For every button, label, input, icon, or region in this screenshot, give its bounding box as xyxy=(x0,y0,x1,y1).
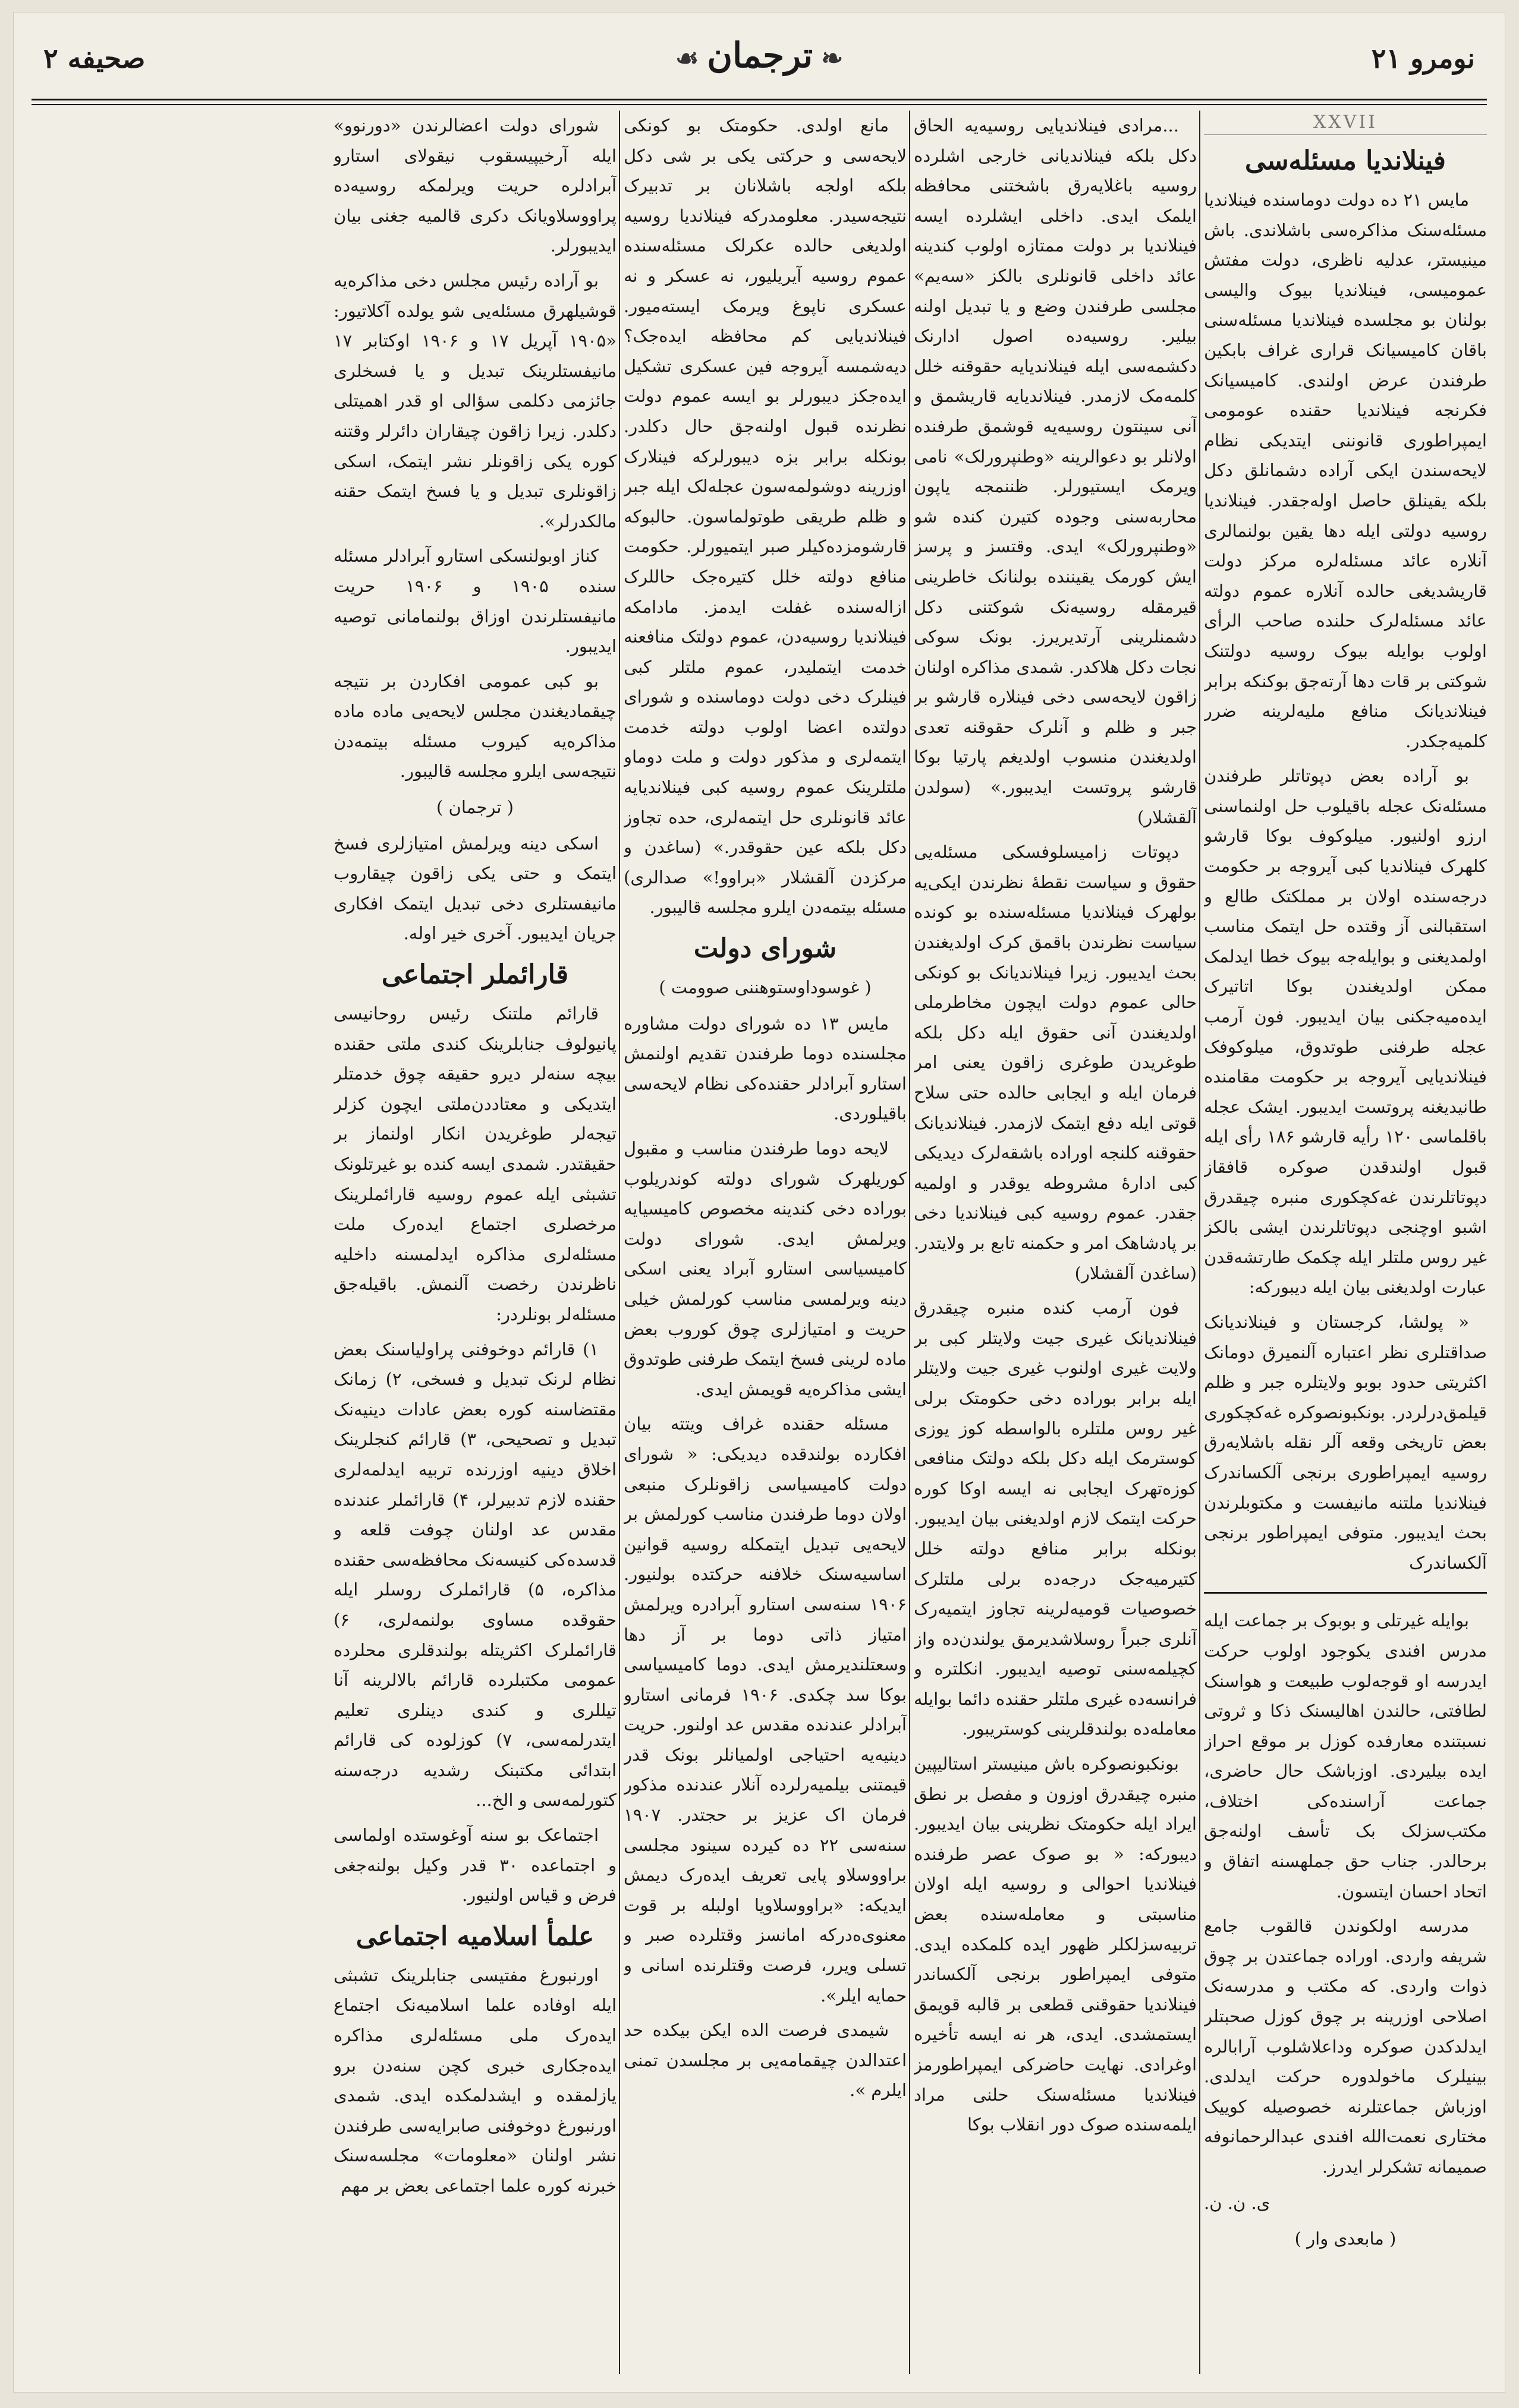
paragraph: « پولشا، کرجستان و فینلاندیانک صداقتلری نظر اعتباره آلنمیرق دومانک اکثریتی حدود بوبو ولایتلره جبر و ظلم قیلمق‌درلردر. بونکبونصوکره غه‌کچکوری بعض تاریخی وقعه آلر نقله باشلایه‌رق روسیه ایمپراطوری برنجی آلکساندرک فینلاندیا ملتنه مانیفست و مکتوبلرندن بحث ایدیبور. متوفی ایمپراطور برنجی آلکساندرک xyxy=(1204,1311,1487,1573)
article-heading-ulema: علمأ اسلامیه اجتماعی xyxy=(356,1921,595,1951)
paragraph: شیمدی فرصت الده ایکن بیکده حد اعتدالدن چیقمامه‌یی بر مجلسدن تمنی ایلرم ». xyxy=(624,2020,907,2101)
paragraph: دپوتات زامیسلوفسکی مسئله‌یی حقوق و سیاست نقطهٔ نظرندن ایکی‌یه بولهرک فینلاندیا مسئله‌سنده بو کونده سیاست نظرندن باقمق کرک اولدیغندن بحث ایدیبور. زیرا فینلاندیانک بو کونکی حالی عموم دولت ایچون مخاطرملی اولدیغندن آنی حقوق ایله دکل بلکه طوغریدن طوغری زاقون یعنی امر فرمان ایله و ایجابی حالده حتی سلاح قوتی ایله دفع ایتمک لازمدر. فینلاندیانک حقوقنه کلنجه اوراده باشقه‌لرک دیدیکی کبی ادارهٔ مشروطه یوقدر و اولمیه جقدر. عموم روسیه کبی فینلاندیا دخی بر پادشاهک امر و حکمنه تابع بر ولایتدر. (ساغدن آلقشلار) xyxy=(914,842,1197,1283)
paragraph: اورنبورغ مفتیسی جنابلرینک تشبثی ایله اوفاده علما اسلامیه‌نک اجتماع ایده‌رک ملی مسئله‌لری مذاکره ایده‌جکاری خبری کچن سنه‌دن برو یازلمقده و ایشدلمکده ایدی. شمدی اورنبورغ دوخوفنی صابرایه‌سی طرفندن نشر اولنان «معلومات» مجلسه‌سنک خبرنه کوره علما اجتماعی بعض بر مهم xyxy=(334,1965,617,2196)
paragraph: مانع اولدی. حکومتک بو کونکی لایحه‌سی و حرکتی یکی بر شی دکل بلکه اولجه باشلانان بر تدبیرک نتیجه‌سیدر. معلومدرکه فینلاندیا روسیه اولدیغی حالده عکرلک مسئله‌سنده عموم روسیه آیریلیور، نه عسکر و نه عسکری ناپوغ ویرمک ایسته‌میور. فینلاندیایی کم محافظه ایده‌جک؟ دیه‌شمسه آیروجه فین عسکری تشکیل ایده‌جکز دیبورلر بو ایسه عموم دولت نظرنده قبول اولنه‌جق حال دکلدر. بونکله برابر بزه دیبورلرکه فینلارک اوزرینه دوشولمه‌سون عجله‌لک ایله جبر و ظلم طریقی طوتولماسون. حالبوکه قارشومزده‌کیلر صبر ایتمیورلر. حکومت منافع دولته خلل کتیره‌جک حاللرک ازاله‌سنده غفلت ایدمز. مادامکه فینلاندیا روسیه‌دن، عموم دولتک منافعنه خدمت ایتملیدر، عموم ملتلر کبی فینلرک دخی دولت دوماسنده و شورای دولتده اعضا اولوب دولته خدمت ایتمه‌لری و مذکور دولت و ملت دوماو ملتلرینک عموم روسیه کبی فینلاندیایه عائد قانونلری حل ایتمه‌لری، حده تجاوز دکل بلکه عین حقوقدر.» (ساغدن و مرکزدن آلقشلار «براوو!» صدالری) مسئله بیتمه‌دن ایلرو مجلسه قالیبور. xyxy=(624,115,907,918)
title-text: ترجمان xyxy=(707,35,813,75)
paragraph: مایس ۱۳ ده شورای دولت مشاوره مجلسنده دوما طرفندن تقدیم اولنمش استارو آبرادلر حقنده‌کی نظام لایحه‌سی باقیلوردی. xyxy=(624,1013,907,1124)
paragraph: بو آراده رئیس مجلس دخی مذاکره‌یه قوشیلهرق مسئله‌یی شو یولده آکلاتیور: «۱۹۰۵ آپریل ۱۷ و ۱۹۰۶ اوکتابر ۱۷ مانیفستلرینک تبدیل و یا فسخلری جائزمی دکلمی سؤالی او قدر اهمیتلی دکلدر. زیرا زاقون چیقاران دائرلر وقتنه کوره یکی زاقونلر نشر ایتمک، اسکی زاقونلری تبدیل و یا فسخ ایتمک حقنه مالکدرلر». xyxy=(334,270,617,531)
paragraph: کناز اوبولنسکی استارو آبرادلر مسئله سنده ۱۹۰۵ و ۱۹۰۶ حریت مانیفستلرندن اوزاق بولنمامانی توصیه ایدیبور. xyxy=(334,546,617,657)
author-signature: ی. ن. ن. xyxy=(1204,2192,1270,2213)
column-rule xyxy=(1199,111,1200,2374)
paragraph: لایحه دوما طرفندن مناسب و مقبول کوریلهرک شورای دولته کوندریلوب بوراده دخی کندینه مخصوص کامیسیایه ویرلمش ایدی. شورای دولت کامیسیاسی استارو آبراد یعنی اسکی دینه ویرلمسی مناسب کورلمش خیلی حریت و امتیازلری چوق کوروب بعض ماده لرینی فسخ ایتمک طرفنی طوتدوق ایشی مذاکره‌یه قویمش ایدی. xyxy=(624,1138,907,1399)
paragraph: مسئله حقنده غراف ویتته بیان افکارده بولندقده دیدیکی: « شورای دولت کامیسیاسی زاقونلرک منبعی اولان دوما طرفندن مناسب کورلمش بر لایحه‌یی تبدیل ایتمکله روسیه قوانین اساسیه‌سنک خلافنه حرکتده بولنیور. ۱۹۰۶ سنه‌سی استارو آبرادره ویرلمش امتیاز ذاتی دوما بر آز دها وسعتلندیرمش ایدی. دوما کامیسیاسی بوکا سد چکدی. ۱۹۰۶ فرمانی استارو آبرادلر عندنده مقدس عد اولنور. حریت دینیه‌یه احتیاجی اولمیانلر بونک قدر قیمتنی بیلمیه‌رلرده آنلار عندنده مذکور فرمان اک عزیز بر حجتدر. ۱۹۰۷ سنه‌سی ۲۲ ده کیرده سینود مجلسی براووسلاو پایی تعریف ایده‌رک دیمش ایدیکه: «براووسلاویا اولبله بر قوت معنوی‌ه‌درکه امانسز وقتلرده صبر و تسلی ویرر، فرصت وقتلرنده اسانی و حمایه ایلر». xyxy=(624,1414,907,2006)
paragraph: بو آراده بعض دپوتاتلر طرفندن مسئله‌نک عجله باقیلوب حل اولنماسنی ارزو اولنیور. میلوکوف بوکا قارشو کلهرک فینلاندیا کبی آیروجه بر حکومت درجه‌سنده اولان بر مملکتک طالع و استقبالنی آز وقتده حل ایتمک مناسب اولمدیغنی و بوایله‌جه بیوک خطا ایدلمک ممکن اولدیغندن بوکا اتاتیرک ایده‌میه‌جکنی بیان ایدیبور. فون آرمب عجله طرفنی طوتدوق، میلوکوفک فینلاندیایی آیروجه بر حکومت مقامنده طانیدیغنه پروتست ایدیبور. ایشک عجله باقلماسی ۱۲۰ رأیه قارشو ۱۸۶ رأی ایله قبول اولندقدن صوکره قافقاز دپوتاتلرندن غه‌کچکوری منبره چیقدرق اشبو اوچنجی دپوتاتلرندن ایشی بالکز غیر روس ملتلر ایله چکمک طارتشه‌قدن عبارت اولدیغنی بیان ایله دیبورکه: xyxy=(1204,766,1487,1298)
ornament-icon: ☙ xyxy=(675,43,699,74)
newspaper-title xyxy=(667,35,851,75)
section-divider xyxy=(1204,1592,1487,1594)
masthead xyxy=(32,30,1487,96)
paragraph: قارائم ملتنک رئیس روحانیسی پانیولوف جنابلرینک کندی ملتی حقنده بیچه سنه‌لر دیرو حقیقه چوق خدمتلر ایتدیکی و معتاددن‌ملتی ایچون کزلر تیجه‌لر طوغریدن انکار اولنماز بر حقیقتدر. شمدی ایسه کنده بو غیرتلونک تشبثی ایله عموم روسیه قارائملرینک مرخصلری اجتماع ایده‌رک ملت مسئله‌لری مذاکره ایدلمسنه داخلیه ناظرندن رخصت آلنمش. باقیله‌جق مسئله‌لر بونلردر: xyxy=(334,1003,617,1324)
paragraph: ۱) قارائم دوخوفنی پراولیاسنک بعض نظام لرنک تبدیل و فسخی، ۲) زمانک مقتضاسنه کوره بعض عادات دینیه‌نک تبدیل و تصحیحی، ۳) قارائم کنجلرینک اخلاق دینیه اوزرنده تربیه ایدلمه‌لری حقنده لازم تدبیرلر، ۴) قارائملر عندنده مقدس عد اولنان چوفت قلعه و قدسده‌کی کنیسه‌نک محافظه‌سی حقنده مذاکره، ۵) قارائملرک روسلر ایله حقوقده مساوی بولنمه‌لری، ۶) قارائملرک اکثریتله بولندقلری محلرده عمومی مکتبلرده قارائم بالالرینه آنا تیللری و کندی دینلری تعلیم ایتدرلمه‌سی، ۷) کوزلوده کی قارائم ابتدائی مکتبنک رشدیه درجه‌سنه کتورلمه‌سی و الخ... xyxy=(334,1339,617,1811)
paragraph: شورای دولت اعضالرندن «دورنوو» ایله آرخیپیسقوب نیقولای استارو آبرادلره حریت ویرلمکه روسیه‌ده پراووسلاویانک دکری قالمیه جغنی بیان ایدیبورلر. xyxy=(334,115,617,256)
paragraph: بونکبونصوکره باش مینیستر استالیپین منبره چیقدرق اوزون و مفصل بر نطق ایراد ایله حکومتک نظرینی بیان ایدیبور. دیبورکه: « بو صوک عصر طرفنده فینلاندیا احوالی و روسیه ایله اولان مناسبتی و معامله‌سنده بعض تربیه‌سزلکلر ظهور ایده کلمکده ایدی. متوفی ایمپراطور برنجی آلکساندر فینلاندیا حقوقنی قطعی بر قالبه قویمق ایستمشدی. ایدی، هر نه ایسه تأخیره اوغرادی. نهایت حاضرکی ایمپراطورمز فینلاندیا مسئله‌سنک حلنی مراد ایلمه‌سنده صوک دور انقلاب بوکا xyxy=(914,1754,1197,2135)
column-banner: XXVII xyxy=(1204,111,1487,135)
article-heading-finland: فینلاندیا مسئله‌سی xyxy=(1245,146,1446,176)
ornament-icon: ❧ xyxy=(821,43,844,74)
columns xyxy=(32,111,1487,2374)
paragraph: بوایله غیرتلی و بوبوک بر جماعت ایله مدرس افندی یکوجود اولوب حرکت ایدرسه او قوجه‌لوب طبیعت و هواسنک لطافتی، حالندن اهالیسنک ذکا و ثروتی نسبتنده معارفده کوزل بر موقع احراز ایده بیلیردی. اوزباشک حال حاضری، جماعت آراسنده‌کی اختلاف، مکتب‌سزلک بک تأسف اولنه‌جق برحالدر. جناب حق جملهسنه اتفاق و اتحاد احسان ایتسون. xyxy=(1204,1610,1487,1902)
column-2 xyxy=(914,111,1197,2374)
paragraph: اجتماعک بو سنه آوغوستده اولماسی و اجتماعده ۳۰ قدر وکیل بولنه‌جغی فرض و قیاس اولنیور. xyxy=(334,1825,617,1906)
paragraph: بو کبی عمومی افکاردن بر نتیجه چیقمادیغندن مجلس لایحه‌یی ماده ماده مذاکره‌یه کیروب مسئله بیتمه‌دن نتیجه‌سی ایلرو مجلسه قالیبور. xyxy=(334,671,617,782)
column-rule xyxy=(619,111,620,2374)
column-3 xyxy=(624,111,907,2374)
column-rule xyxy=(909,111,910,2374)
continued-note: ( مابعدی وار ) xyxy=(1294,2228,1397,2249)
article-heading-karaites: قارائملر اجتماعی xyxy=(381,959,569,990)
paragraph: اسکی دینه ویرلمش امتیازلری فسخ ایتمک و حتی یکی زاقون چیقاروب مانیفستلری دخی تبدیل ایتمک افکاری جریان ایدیبور. آخری خیر اوله. xyxy=(334,833,617,944)
article-heading-state-council: شورای دولت xyxy=(693,933,837,964)
source-attribution: ( ترجمان ) xyxy=(436,797,514,818)
newspaper-page xyxy=(13,12,1505,2393)
article-subheading: ( غوسوداوستوهننی صوومت ) xyxy=(659,977,872,998)
paragraph: مدرسه اولکوندن قالقوب جامع شریفه واردی. اوراده جماعتدن بر چوق ذوات واردی. که مکتب و مدرسه‌نک اصلاحی اوزرینه بر چوق کوزل صحبتلر ایدلدکدن صوکره وداعلاشلوب آرابالره بینیلرک ماخولدوره حرکت ایدلدی. اوزباش جماعتلرنه خصوصیله کوییک مختاری نعمت‌الله افندی عبدالرحمانوفه صمیمانه تشکرلر ایدرز. xyxy=(1204,1916,1487,2177)
paragraph: مایس ۲۱ ده دولت دوماسنده فینلاندیا مسئله‌سنک مذاکره‌سی باشلاندی. باش مینیستر، عدلیه ناظری، دولت مفتش عمومیسی، فینلاندیا بیوک والیسی بولنان بو مجلسده فینلاندیا مسئله‌سنی باقان کامیسیانک قراری غراف بابکین طرفندن عرض اولندی. کامیسیانک فکرنجه فینلاندیا حقنده عومومی ایمپراطوری قانوننی ایتدیکی نظام لایحه‌سندن ایکی آراده دشمانلق دکل بلکه یقینلق حاصل اوله‌جقدر. فینلاندیا روسیه دولتی ایله دها یقین بولنمالری آنلاره عائد مسئله‌لره مرکز دولت قاریشدیغی حالده آنلاره عموم دولته عائد مسئله‌لرک حلنده صاحب الرأی اولوب بوایله بیوک روسیه دولتنک شوکتی بر قات دها آرته‌جق بوکنکه برابر فینلاندیانک منافع ملیه‌لرینه ضرر کلمیه‌جکدر. xyxy=(1204,190,1487,751)
column-4 xyxy=(334,111,617,2374)
masthead-rule xyxy=(32,99,1487,105)
paragraph: ...مرادی فینلاندیایی روسیه‌یه الحاق دکل بلکه فینلاندیانی خارجی اشلرده روسیه باغلایه‌رق باشختنی محافظه ایلمک ایدی. داخلی ایشلرده ایسه فینلاندیا بر دولت ممتازه اولوب کندینه عائد داخلی قانونلری بالکز «سه‌یم» مجلسی طرفندن وضع و یا تبدیل اولنه بیلیر. روسیه‌ده اصول ادارنک دکشمه‌سی ایله فینلاندیایه حقوقنه خلل کلمه‌مک لازمدر. فینلاندیایه قاریشمق و آنی سینتون روسیه‌یه قوشمق طرفنده اولانلر بو دعوالرینه «وطنپرورلک» نامی ویرمک ایستیورلر. ظننمجه یاپون محاربه‌سنی وجوده کتیرن کنده شو «وطنپرورلک» ایدی. وقتسز و پرسز ایش کورمک یقیننده بولنانک خاطرینی قیرمقله روسیه‌نک شوکتنی دکل دشمنلرینی آرتدیریرز. بونک سوکی نجات دکل هلاکدر. شمدی مذاکره اولنان زاقون لایحه‌سی دخی فینلاره قارشو بر جبر و ظلم و آنلرک حقوقنه تعدی اولدیغندن منسوب اولدیغم پارتیا بوکا قارشو پروتست ایدیبور.» (سولدن آلقشلار) xyxy=(914,115,1197,827)
paragraph: فون آرمب کنده منبره چیقدرق فینلاندیانک غیری جیت ولایتلر کبی بر ولایت غیری اولنوب غیری جیت ولایتلر ایله برابر بوراده دخی حکومتک برلی غیر روس ملتلره بالواسطه کوز یوزی کوسترمک ایله دکل بلکه دولتک منافعی کوزه‌تهرک ایجابی نه ایسه اوکا کوره حرکت ایتمک لازم اولدیغنی بیان ایدیبور. بونکله برابر منافع دولته خلل کتیرمیه‌جک درجه‌ده برلی ملتلرک خصوصیات قومیه‌لرینه تجاوز ایتمیه‌رک آنلری جبراً روسلاشدیرمق یولندن‌ده واز کچیلمه‌سنی توصیه ایدیبور. انکلتره و فرانسه‌ده غیری ملتلر حقنده دائما بوایله معامله‌ده بولندقلرینی کوستریبور. xyxy=(914,1298,1197,1739)
page-number: صحیفه ۲ xyxy=(43,42,146,74)
column-1 xyxy=(1204,111,1487,2374)
issue-number: نومرو ۲۱ xyxy=(1371,42,1475,74)
